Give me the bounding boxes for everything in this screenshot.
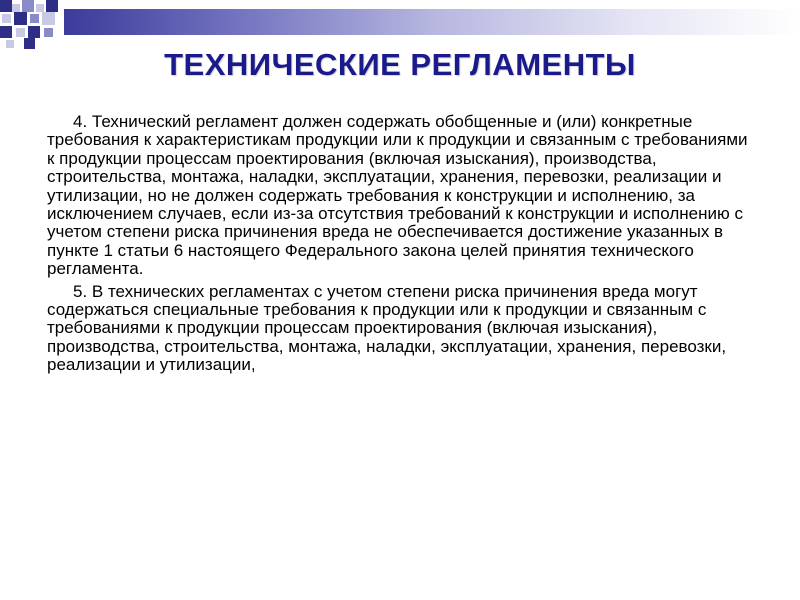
header-gradient-band <box>64 9 800 35</box>
decor-square <box>12 4 20 12</box>
decor-square <box>36 4 44 12</box>
paragraph-item-4: 4. Технический регламент должен содержать обобщенные и (или) конкретные требования к характеристикам продукции или к продукции и связанным с требованиями к продукции процессам проектирования (включая изыскания), производства, строительства, монтажа, наладки, эксплуатации, хранения, перевозки, реализации и утилизации, но не должен содержать требования к конструкции и исполнению, за исключением случаев, если из-за отсутствия требований к конструкции и исполнению с учетом степени риска причинения вреда не обеспечивается достижение указанных в пункте 1 статьи 6 настоящего Федерального закона целей принятия технического регламента. <box>47 112 748 279</box>
decor-square <box>0 0 12 12</box>
decor-square <box>16 28 25 37</box>
slide-title: ТЕХНИЧЕСКИЕ РЕГЛАМЕНТЫ <box>164 47 636 82</box>
header-decoration <box>0 0 800 50</box>
decor-square <box>44 28 53 37</box>
paragraph-item-5: 5. В технических регламентах с учетом степени риска причинения вреда могут содержаться специальные требования к продукции или к продукции и связанным с требованиями к продукции процессам проектирования (включая изыскания), производства, строительства, монтажа, наладки, эксплуатации, хранения, перевозки, реализации и утилизации, <box>47 281 727 375</box>
decor-square <box>14 12 27 25</box>
decor-square <box>22 0 34 12</box>
decor-square <box>0 26 12 38</box>
decor-square <box>2 14 11 23</box>
slide-body <box>47 113 759 379</box>
decor-square <box>30 14 39 23</box>
decor-square <box>28 26 40 38</box>
decor-square <box>46 0 58 12</box>
decor-square <box>42 12 55 25</box>
